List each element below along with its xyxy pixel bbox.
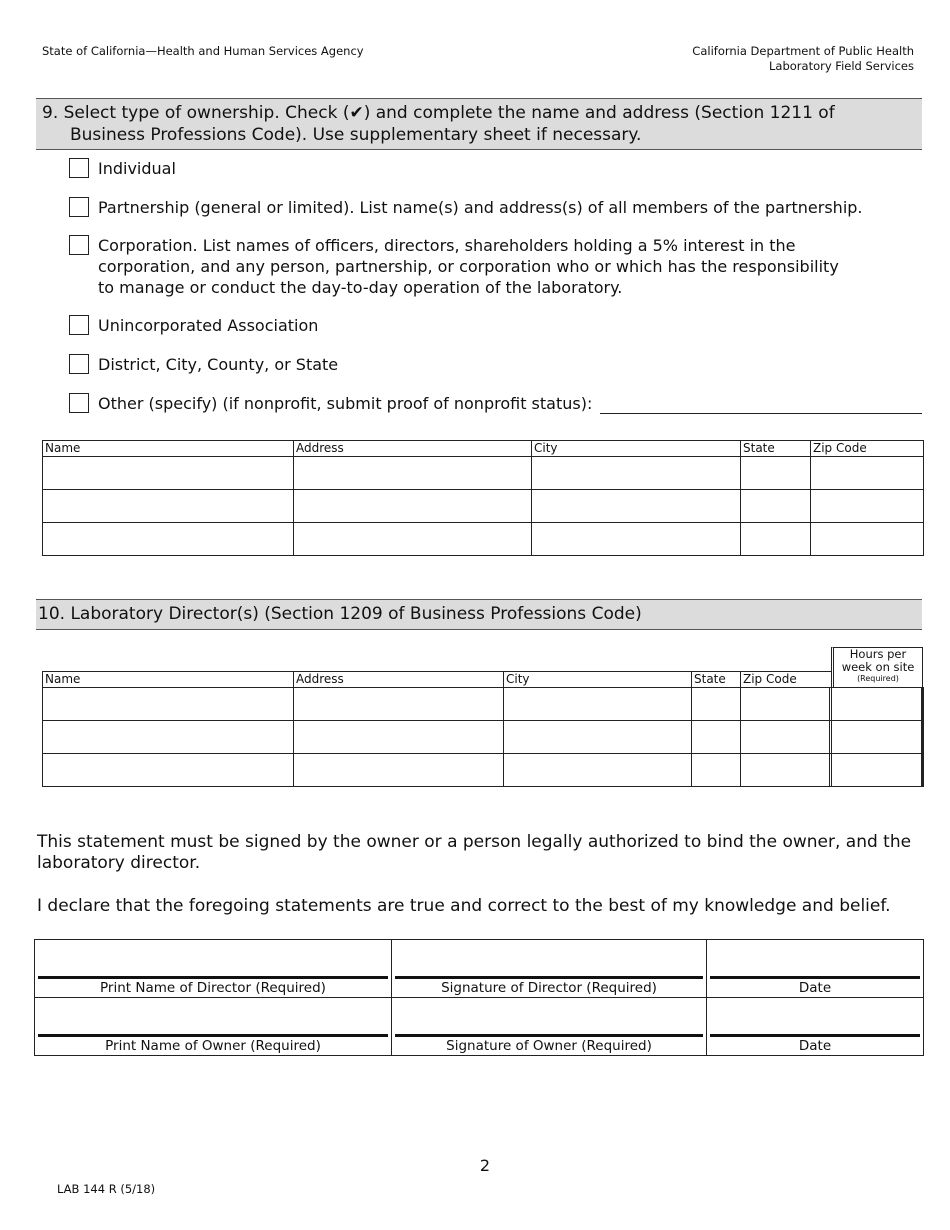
owner-signature-label: Signature of Owner (Required) (446, 1038, 652, 1054)
option-label: District, City, County, or State (98, 355, 339, 374)
table-row (43, 754, 924, 787)
address-cell[interactable] (294, 490, 532, 523)
column-header: Zip Code (741, 672, 832, 688)
column-header: Address (294, 672, 504, 688)
director-name-field[interactable] (35, 940, 392, 998)
address-cell[interactable] (294, 754, 504, 787)
department-header (692, 44, 914, 74)
signature-table (34, 939, 924, 1056)
address-cell[interactable] (294, 688, 504, 721)
name-cell[interactable] (43, 457, 294, 490)
owner-name-field[interactable] (35, 998, 392, 1056)
table-row (43, 523, 924, 556)
hours-cell[interactable] (832, 721, 924, 754)
table-row (43, 457, 924, 490)
ownership-table (42, 440, 924, 556)
hours-header-line1: Hours per (849, 647, 907, 661)
column-header: Zip Code (811, 441, 924, 457)
zip-cell[interactable] (741, 688, 832, 721)
address-cell[interactable] (294, 523, 532, 556)
table-row (43, 721, 924, 754)
division-name: Laboratory Field Services (769, 59, 914, 73)
director-signature-row (35, 940, 924, 998)
table-header-row (43, 672, 924, 688)
city-cell[interactable] (532, 457, 741, 490)
director-name-label: Print Name of Director (Required) (100, 980, 326, 996)
owner-name-label: Print Name of Owner (Required) (105, 1038, 321, 1054)
section-9-heading (36, 98, 922, 150)
other-checkbox[interactable] (69, 393, 89, 413)
zip-cell[interactable] (811, 490, 924, 523)
state-cell[interactable] (741, 490, 811, 523)
government-checkbox[interactable] (69, 354, 89, 374)
director-table (42, 671, 924, 787)
name-cell[interactable] (43, 754, 294, 787)
name-cell[interactable] (43, 688, 294, 721)
column-header: City (532, 441, 741, 457)
department-name: California Department of Public Health (692, 44, 914, 58)
owner-signature-row (35, 998, 924, 1056)
section-9-title-line1: 9. Select type of ownership. Check (✔) and complete the name and address (Section 1211 of (42, 103, 835, 123)
other-specify-field[interactable] (600, 413, 922, 414)
name-cell[interactable] (43, 523, 294, 556)
city-cell[interactable] (504, 754, 692, 787)
option-label: Other (specify) (if nonprofit, submit proof of nonprofit status): (98, 394, 593, 413)
director-date-label: Date (798, 980, 832, 996)
section-9-title-line2: Business Professions Code). Use supplementary sheet if necessary. (70, 125, 642, 145)
signing-requirement-text: This statement must be signed by the owner or a person legally authorized to bind the owner, and the laboratory director. (37, 832, 912, 873)
declaration-text: I declare that the foregoing statements are true and correct to the best of my knowledge and belief. (37, 896, 891, 916)
owner-signature-field[interactable] (392, 998, 707, 1056)
option-label: Corporation. List names of officers, directors, shareholders holding a 5% interest in the corporation, and any person, partnership, or corporation who or which has the responsibility to manage or conduct the day-to-day operation of the laboratory. (98, 236, 839, 297)
city-cell[interactable] (504, 688, 692, 721)
column-header: Name (43, 672, 294, 688)
table-row (43, 688, 924, 721)
column-header: State (692, 672, 741, 688)
name-cell[interactable] (43, 721, 294, 754)
state-cell[interactable] (741, 523, 811, 556)
unincorporated-checkbox[interactable] (69, 315, 89, 335)
hours-cell[interactable] (832, 688, 924, 721)
director-date-field[interactable] (707, 940, 924, 998)
column-header: Address (294, 441, 532, 457)
city-cell[interactable] (532, 490, 741, 523)
option-label: Unincorporated Association (98, 316, 319, 335)
city-cell[interactable] (504, 721, 692, 754)
agency-header: State of California—Health and Human Services Agency (42, 44, 364, 58)
column-header: City (504, 672, 692, 688)
hours-header-note: (Required) (857, 674, 899, 683)
individual-checkbox[interactable] (69, 158, 89, 178)
section-10-title: 10. Laboratory Director(s) (Section 1209 of Business Professions Code) (38, 604, 642, 624)
state-cell[interactable] (692, 754, 741, 787)
column-header: Name (43, 441, 294, 457)
option-label: Individual (98, 159, 176, 178)
zip-cell[interactable] (741, 754, 832, 787)
zip-cell[interactable] (741, 721, 832, 754)
address-cell[interactable] (294, 721, 504, 754)
state-cell[interactable] (692, 688, 741, 721)
city-cell[interactable] (532, 523, 741, 556)
state-cell[interactable] (741, 457, 811, 490)
hours-cell[interactable] (832, 754, 924, 787)
option-label: Partnership (general or limited). List name(s) and address(s) of all members of the partnership. (98, 198, 863, 217)
address-cell[interactable] (294, 457, 532, 490)
hours-header-spacer (832, 672, 924, 688)
zip-cell[interactable] (811, 457, 924, 490)
director-signature-field[interactable] (392, 940, 707, 998)
table-row (43, 490, 924, 523)
form-identifier: LAB 144 R (5/18) (57, 1182, 156, 1196)
owner-date-label: Date (798, 1038, 832, 1054)
page-number: 2 (479, 1156, 491, 1175)
partnership-checkbox[interactable] (69, 197, 89, 217)
corporation-checkbox[interactable] (69, 235, 89, 255)
hours-header-line2: week on site (841, 660, 915, 674)
owner-date-field[interactable] (707, 998, 924, 1056)
name-cell[interactable] (43, 490, 294, 523)
column-header: State (741, 441, 811, 457)
table-header-row (43, 441, 924, 457)
section-10-heading (36, 599, 922, 630)
zip-cell[interactable] (811, 523, 924, 556)
director-signature-label: Signature of Director (Required) (441, 980, 657, 996)
state-cell[interactable] (692, 721, 741, 754)
